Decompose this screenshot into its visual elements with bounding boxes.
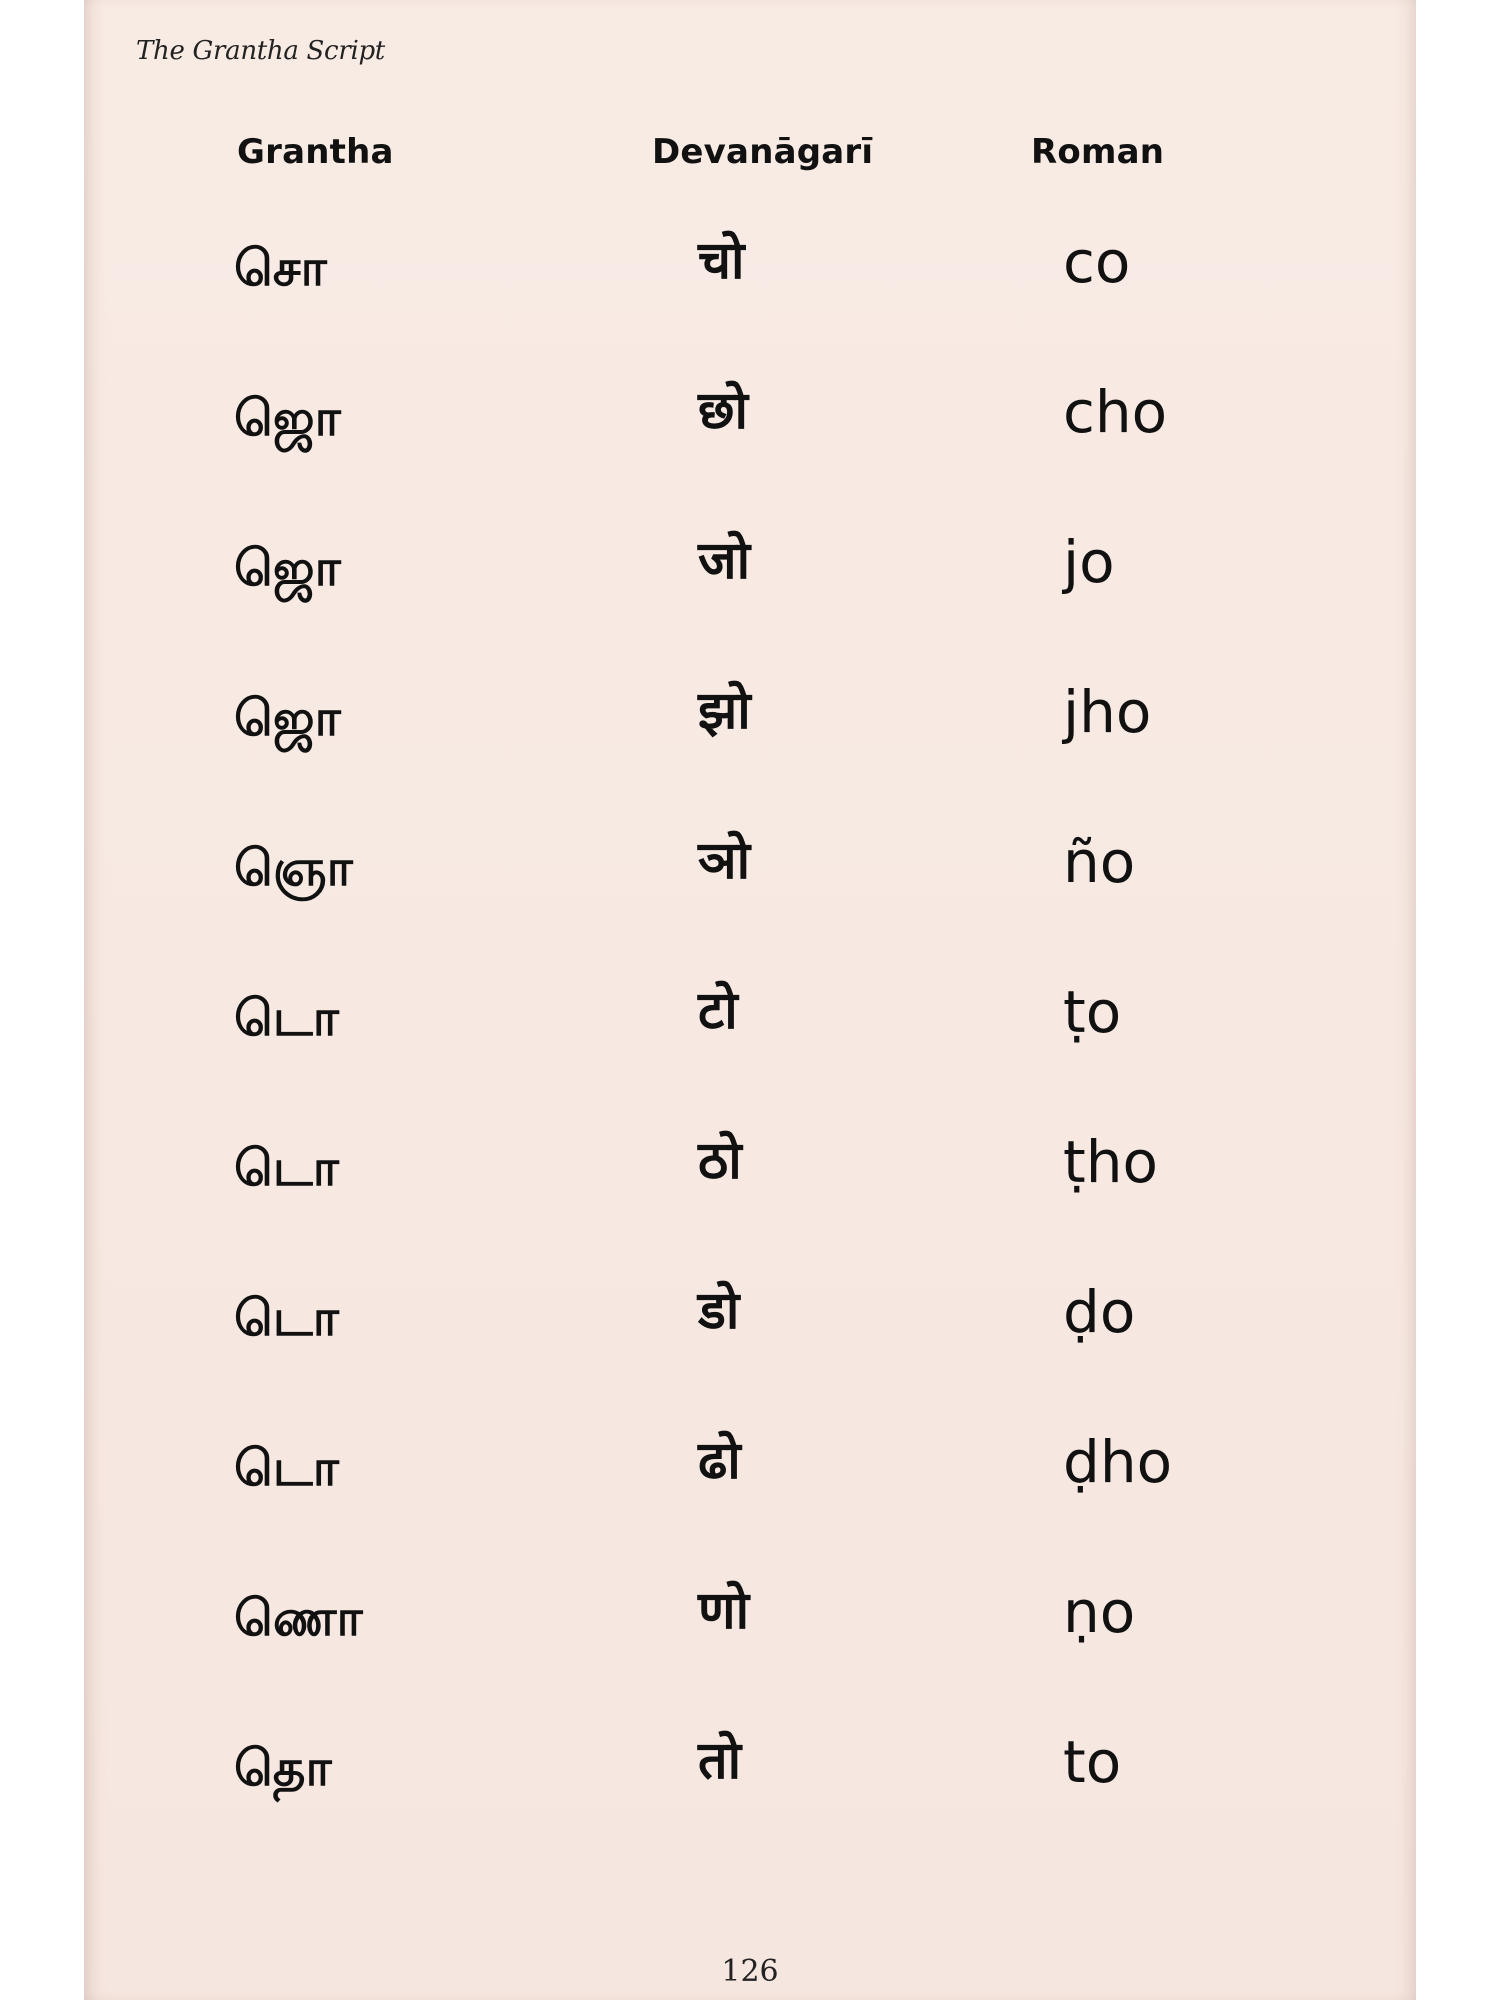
column-header-roman: Roman	[1031, 132, 1165, 172]
grantha-cell: டொ	[234, 989, 339, 1047]
running-head: The Grantha Script	[136, 36, 385, 66]
roman-cell: jho	[1063, 678, 1152, 746]
grantha-cell: டொ	[234, 1139, 339, 1197]
devanagari-cell: छो	[698, 381, 748, 441]
table-row	[0, 1128, 1500, 1283]
table-row	[0, 528, 1500, 683]
column-header-devanagari: Devanāgarī	[652, 132, 874, 172]
roman-cell: jo	[1063, 528, 1115, 596]
devanagari-cell: णो	[698, 1581, 750, 1641]
devanagari-cell: तो	[698, 1731, 742, 1791]
column-header-grantha: Grantha	[237, 132, 394, 172]
roman-cell: ṭo	[1063, 978, 1122, 1046]
roman-cell: ḍho	[1063, 1428, 1173, 1496]
roman-cell: ño	[1063, 828, 1136, 896]
grantha-cell: ஜொ	[234, 389, 341, 447]
roman-cell: ḍo	[1063, 1278, 1136, 1346]
grantha-cell: ணொ	[234, 1589, 363, 1647]
roman-cell: co	[1063, 228, 1131, 296]
devanagari-cell: जो	[698, 531, 751, 591]
table-row	[0, 378, 1500, 533]
table-row	[0, 228, 1500, 383]
grantha-cell: தொ	[234, 1739, 332, 1797]
devanagari-cell: टो	[698, 981, 738, 1041]
roman-cell: to	[1063, 1728, 1122, 1796]
page-number: 126	[721, 1954, 779, 1989]
devanagari-cell: डो	[698, 1281, 740, 1341]
table-row	[0, 1578, 1500, 1733]
grantha-cell: ஜொ	[234, 539, 341, 597]
table-row	[0, 1278, 1500, 1433]
table-row	[0, 828, 1500, 983]
table-row	[0, 978, 1500, 1133]
devanagari-cell: झो	[698, 681, 751, 741]
devanagari-cell: ञो	[698, 831, 751, 891]
table-row	[0, 678, 1500, 833]
roman-cell: cho	[1063, 378, 1168, 446]
grantha-cell: டொ	[234, 1439, 339, 1497]
roman-cell: ṇo	[1063, 1578, 1136, 1646]
grantha-cell: ஜொ	[234, 689, 341, 747]
grantha-cell: சொ	[234, 239, 327, 297]
devanagari-cell: ठो	[698, 1131, 742, 1191]
table-row	[0, 1428, 1500, 1583]
devanagari-cell: चो	[698, 231, 745, 291]
devanagari-cell: ढो	[698, 1431, 741, 1491]
roman-cell: ṭho	[1063, 1128, 1158, 1196]
table-row	[0, 1728, 1500, 1883]
grantha-cell: ஞொ	[234, 839, 353, 897]
grantha-cell: டொ	[234, 1289, 339, 1347]
